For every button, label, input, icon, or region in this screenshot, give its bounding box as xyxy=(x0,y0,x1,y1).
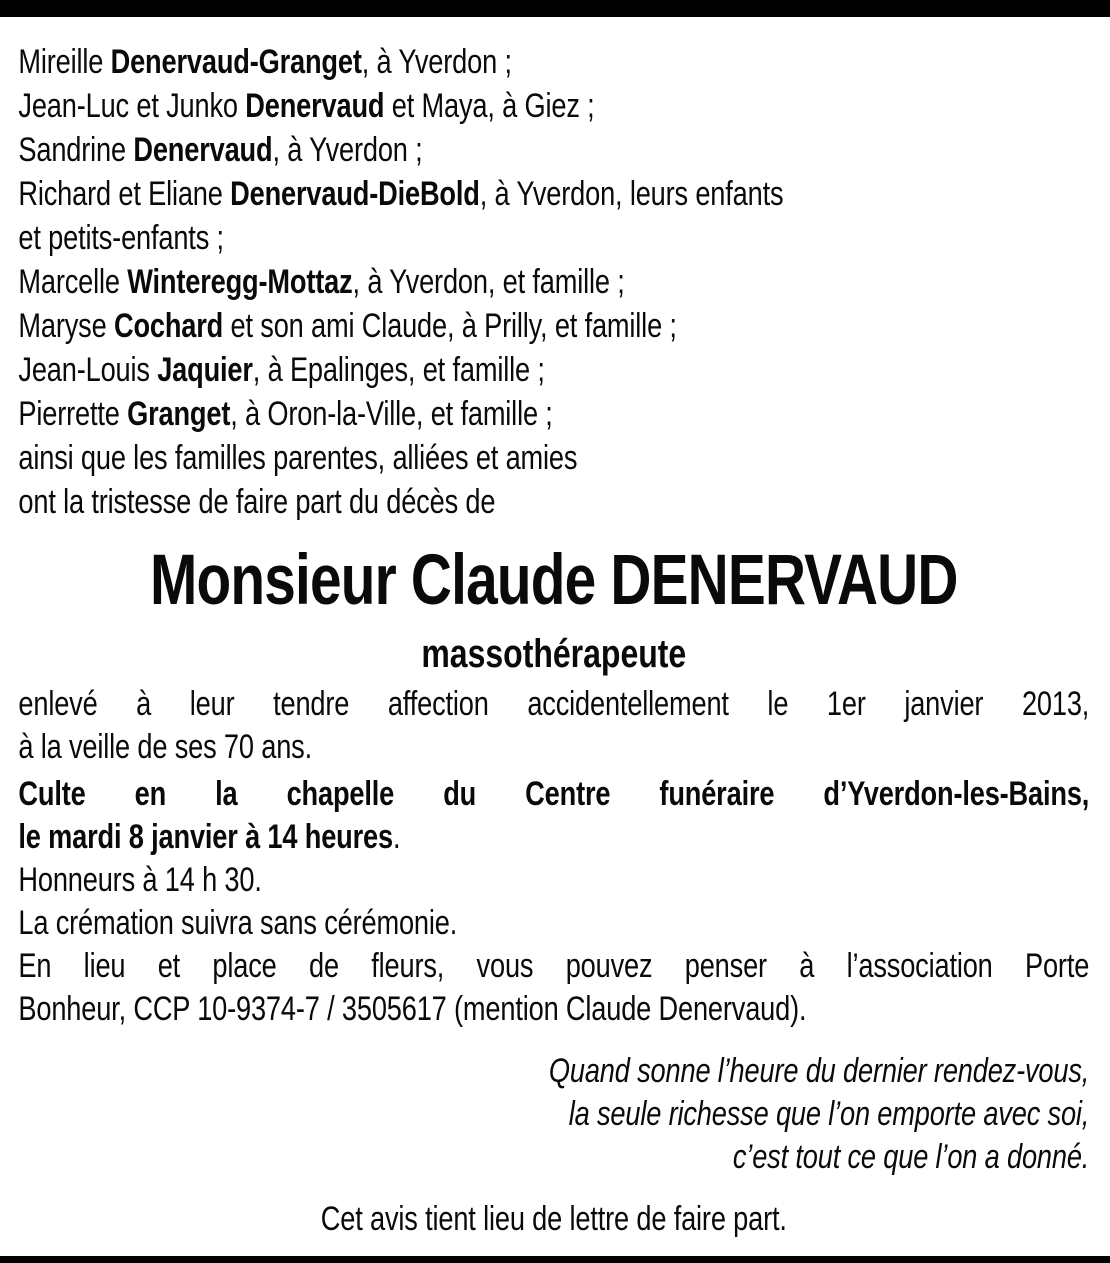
family-line-post: , à Oron-la-Ville, et famille ; xyxy=(230,395,553,433)
announcement-paragraph xyxy=(18,683,1089,769)
family-name-bold: Denervaud xyxy=(133,131,273,169)
family-line-post: , à Yverdon, et famille ; xyxy=(352,263,625,301)
family-line-post: , à Yverdon ; xyxy=(361,43,512,81)
family-line-pre: Jean-Luc et Junko xyxy=(18,87,246,125)
ceremony-line: Culte en la chapelle du Centre funéraire d’Yverdon-les-Bains, xyxy=(18,775,1090,813)
family-line-pre: Marcelle xyxy=(18,263,128,301)
deceased-profession: massothérapeute xyxy=(421,632,687,676)
family-line-pre: et petits-enfants ; xyxy=(18,219,224,257)
family-name-bold: Denervaud xyxy=(245,87,385,125)
family-line-post: et son ami Claude, à Prilly, et famille ; xyxy=(223,307,677,345)
family-line xyxy=(18,392,1089,436)
family-line xyxy=(18,348,1089,392)
ceremony-time-bold: le mardi 8 janvier à 14 heures xyxy=(18,818,393,856)
family-line xyxy=(18,216,1089,260)
family-line-pre: Jean-Louis xyxy=(18,351,158,389)
top-border-rule xyxy=(0,0,1110,17)
family-line-post: , à Yverdon ; xyxy=(272,131,423,169)
family-line xyxy=(18,40,1089,84)
family-name-bold: Granget xyxy=(127,395,231,433)
family-line-pre: Sandrine xyxy=(18,131,134,169)
family-line-pre: ainsi que les familles parentes, alliées et amies xyxy=(18,439,578,477)
family-name-bold: Winteregg-Mottaz xyxy=(127,263,353,301)
family-line xyxy=(18,260,1089,304)
family-name-bold: Cochard xyxy=(113,307,224,345)
family-line-pre: Richard et Eliane xyxy=(18,175,231,213)
family-line-post: , à Epalinges, et famille ; xyxy=(252,351,545,389)
family-name-bold: Denervaud-Granget xyxy=(110,43,362,81)
announcement-line: à la veille de ses 70 ans. xyxy=(18,728,312,766)
family-acknowledgments xyxy=(18,40,1089,524)
notice-content xyxy=(0,17,1110,1241)
poem-line: c’est tout ce que l’on a donné. xyxy=(732,1138,1090,1176)
ceremony-period: . xyxy=(392,818,401,856)
notice-body xyxy=(18,683,1089,1031)
notice-footer: Cet avis tient lieu de lettre de faire part. xyxy=(320,1200,787,1238)
deceased-name-title: Monsieur Claude DENERVAUD xyxy=(149,541,958,620)
family-line-post: et Maya, à Giez ; xyxy=(384,87,595,125)
family-line xyxy=(18,128,1089,172)
family-line xyxy=(18,480,1089,524)
family-line xyxy=(18,304,1089,348)
donation-info xyxy=(18,945,1089,1031)
announcement-line: enlevé à leur tendre affection accidentellement le 1er janvier 2013, xyxy=(18,685,1090,723)
ceremony-line xyxy=(18,816,1089,859)
family-line-post: , à Yverdon, leurs enfants xyxy=(479,175,784,213)
donation-line: Bonheur, CCP 10-9374-7 / 3505617 (mention Claude Denervaud). xyxy=(18,990,807,1028)
honors-line: Honneurs à 14 h 30. xyxy=(18,861,262,899)
memorial-poem xyxy=(18,1050,1089,1179)
poem-line: la seule richesse que l’on emporte avec soi, xyxy=(568,1095,1090,1133)
family-line-pre: Pierrette xyxy=(18,395,128,433)
bottom-border-rule xyxy=(0,1256,1110,1263)
donation-line: En lieu et place de fleurs, vous pouvez penser à l’association Porte xyxy=(18,947,1090,985)
family-line-pre: Mireille xyxy=(18,43,111,81)
family-name-bold: Denervaud-DieBold xyxy=(230,175,480,213)
family-line xyxy=(18,172,1089,216)
family-name-bold: Jaquier xyxy=(157,351,253,389)
ceremony-info xyxy=(18,773,1089,859)
poem-line: Quand sonne l’heure du dernier rendez-vous, xyxy=(548,1052,1090,1090)
family-line-pre: ont la tristesse de faire part du décès de xyxy=(18,483,496,521)
family-line xyxy=(18,84,1089,128)
cremation-line: La crémation suivra sans cérémonie. xyxy=(18,904,458,942)
family-line-pre: Maryse xyxy=(18,307,114,345)
family-line xyxy=(18,436,1089,480)
